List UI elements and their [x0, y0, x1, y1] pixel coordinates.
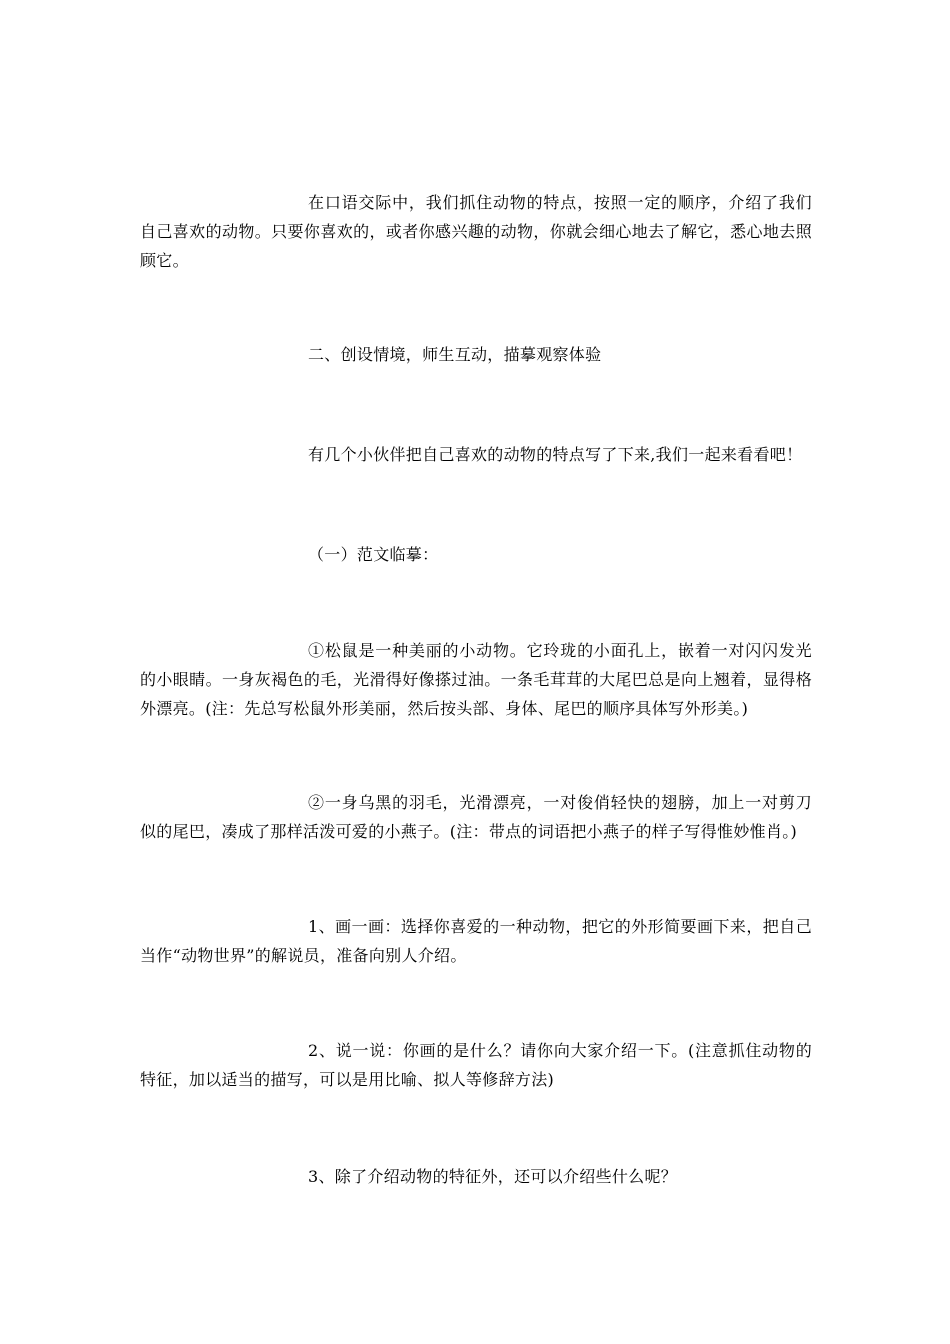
lead-paragraph: 有几个小伙伴把自己喜欢的动物的特点写了下来,我们一起来看看吧！: [308, 445, 803, 464]
example-swallow-paragraph: ②一身乌黑的羽毛，光滑漂亮，一对俊俏轻快的翅膀，加上一对剪刀似的尾巴，凑成了那样活泼可爱的小燕子。(注：带点的词语把小燕子的样子写得惟妙惟肖。): [140, 793, 812, 841]
section-heading: 二、创设情境，师生互动，描摹观察体验: [308, 345, 602, 364]
task-question-paragraph: 3、除了介绍动物的特征外，还可以介绍些什么呢？: [308, 1167, 678, 1186]
task-speak-paragraph: 2、说一说：你画的是什么？请你向大家介绍一下。(注意抓住动物的特征，加以适当的描写，可以是用比喻、拟人等修辞方法): [140, 1041, 812, 1089]
intro-paragraph: 在口语交际中，我们抓住动物的特点，按照一定的顺序，介绍了我们自己喜欢的动物。只要你喜欢的，或者你感兴趣的动物，你就会细心地去了解它，悉心地去照顾它。: [140, 193, 812, 270]
task-draw-paragraph: 1、画一画：选择你喜爱的一种动物，把它的外形简要画下来，把自己当作“动物世界”的解说员，准备向别人介绍。: [140, 917, 812, 965]
example-squirrel-paragraph: ①松鼠是一种美丽的小动物。它玲珑的小面孔上，嵌着一对闪闪发光的小眼睛。一身灰褐色的毛，光滑得好像搽过油。一条毛茸茸的大尾巴总是向上翘着，显得格外漂亮。(注：先总写松鼠外形美丽，然后按头部、身体、尾巴的顺序具体写外形美。): [140, 641, 812, 718]
subsection-heading: （一）范文临摹：: [308, 545, 439, 564]
